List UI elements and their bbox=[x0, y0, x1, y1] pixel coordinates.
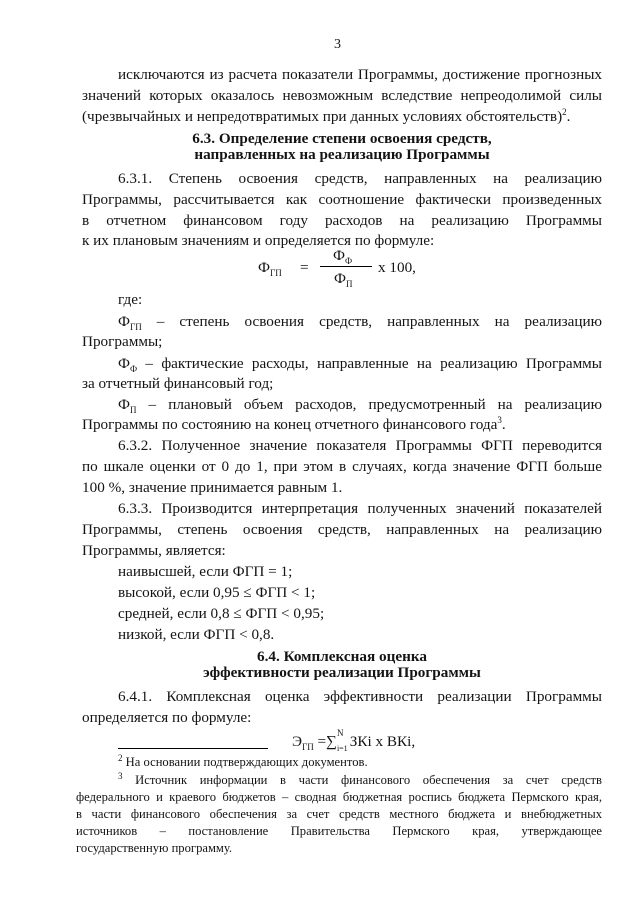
para-6-3-1-line-2: Программы, рассчитывается как соотношение фактически произведенных bbox=[82, 191, 602, 208]
footnote-2: $^2$ На основании подтверждающих документов. bbox=[118, 752, 368, 769]
footnote-ref-2: 2 bbox=[562, 106, 567, 117]
section-6-3-title-1: 6.3. Определение степени освоения средств, bbox=[192, 130, 492, 147]
intro-line-3-end: . bbox=[566, 108, 571, 125]
para-6-4-1-line-1: 6.4.1. Комплексная оценка эффективности реализации Программы bbox=[118, 688, 602, 705]
para-6-3-2-line-1: 6.3.2. Полученное значение показателя Программы ФГП переводится bbox=[118, 437, 602, 454]
footnote-3-line-4: источников – постановление Правительства Пермского края, утверждающее bbox=[76, 824, 602, 838]
formula-1-eq: = bbox=[300, 259, 309, 276]
formula-1-numerator: $Ф_Ф$ bbox=[333, 247, 353, 267]
footnote-3-line-1: $^3$ Источник информации в части финансового обеспечения за счет средств bbox=[118, 770, 602, 787]
formula-1-multiplier: х 100, bbox=[378, 259, 416, 276]
intro-line-2: значений которых оказалось невозможным вследствие непреодолимой силы bbox=[82, 87, 602, 104]
para-6-3-3-line-3: Программы, является: bbox=[82, 542, 226, 559]
grade-highest: наивысшей, если ФГП = 1; bbox=[118, 563, 293, 580]
section-6-4-title-1: 6.4. Комплексная оценка bbox=[257, 648, 427, 665]
para-6-3-2-line-3: 100 %, значение принимается равным 1. bbox=[82, 479, 343, 496]
para-6-3-3-line-2: Программы, степень освоения средств, направленных на реализацию bbox=[82, 521, 602, 538]
definition-3-line-2: Программы по состоянию на конец отчетного финансового года$^3$. bbox=[82, 414, 506, 433]
section-6-3-title-2: направленных на реализацию Программы bbox=[194, 146, 490, 163]
page-number: 3 bbox=[334, 37, 341, 52]
definition-1-line-1: $Ф_{ГП}$ – степень освоения средств, направленных на реализацию bbox=[118, 313, 602, 333]
formula-2-lhs: $Э_{ГП}$ bbox=[292, 733, 314, 753]
formula-2-sum: ∑ N i=1 bbox=[326, 728, 348, 753]
footnote-ref-3: 3 bbox=[497, 414, 502, 425]
formula-1-denominator: $Ф_П$ bbox=[334, 270, 353, 290]
intro-line-1: исключаются из расчета показатели Программы, достижение прогнозных bbox=[118, 66, 602, 83]
definition-1-line-2: Программы; bbox=[82, 333, 163, 350]
footnote-separator bbox=[118, 748, 268, 749]
footnote-3-line-2: федерального и краевого бюджетов – сводная бюджетная роспись бюджета Пермского края, bbox=[76, 790, 602, 804]
para-6-3-3-line-1: 6.3.3. Производится интерпретация полученных значений показателей bbox=[118, 500, 602, 517]
para-6-3-1-line-1: 6.3.1. Степень освоения средств, направленных на реализацию bbox=[118, 170, 602, 187]
footnote-3-line-5: государственную программу. bbox=[76, 841, 233, 855]
formula-2-eq: = bbox=[317, 733, 327, 750]
where-label: где: bbox=[118, 291, 143, 308]
para-6-3-2-line-2: по шкале оценки от 0 до 1, при этом в случаях, когда значение ФГП больше bbox=[82, 458, 602, 475]
formula-2-body: ЗКi х ВКi, bbox=[349, 733, 416, 750]
formula-2 bbox=[292, 728, 416, 753]
intro-line-3 bbox=[82, 108, 570, 126]
formula-1-lhs: $Ф_{ГП}$ bbox=[258, 259, 282, 279]
section-6-4-title-2: эффективности реализации Программы bbox=[203, 664, 481, 681]
grade-high: высокой, если 0,95 ≤ ФГП < 1; bbox=[118, 584, 316, 601]
grade-medium: средней, если 0,8 ≤ ФГП < 0,95; bbox=[118, 605, 325, 622]
para-6-3-1-line-4: к их плановым значениям и определяется по формуле: bbox=[82, 232, 435, 249]
formula-1-fraction-line bbox=[320, 266, 372, 267]
definition-2-line-2: за отчетный финансовый год; bbox=[82, 375, 274, 392]
definition-2-line-1: $Ф_Ф$ – фактические расходы, направленные на реализацию Программы bbox=[118, 355, 602, 375]
grade-low: низкой, если ФГП < 0,8. bbox=[118, 626, 275, 643]
para-6-4-1-line-2: определяется по формуле: bbox=[82, 709, 252, 726]
definition-3-line-1: $Ф_П$ – плановый объем расходов, предусмотренный на реализацию bbox=[118, 396, 602, 416]
para-6-3-1-line-3: в отчетном финансовом году расходов на реализацию Программы bbox=[82, 212, 602, 229]
intro-line-3-text: (чрезвычайных и непредотвратимых при данных условиях обстоятельств) bbox=[82, 108, 563, 125]
footnote-3-line-3: в части финансового обеспечения за счет средств местного бюджета и внебюджетных bbox=[76, 807, 602, 821]
